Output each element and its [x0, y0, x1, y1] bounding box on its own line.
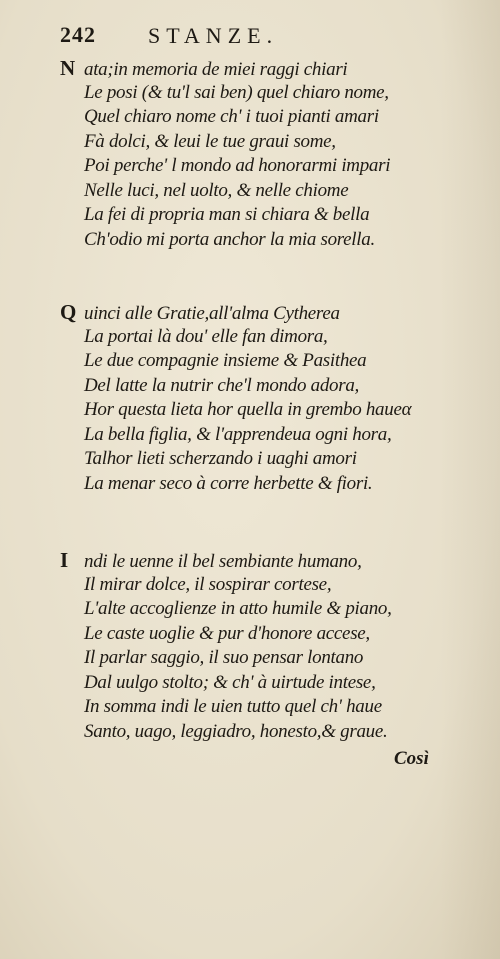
verse-line: Dal uulgo stolto; & ch' à uirtude intese,: [84, 671, 376, 693]
verse-line: Le posi (& tu'l sai ben) quel chiaro nome,: [84, 81, 389, 103]
verse-line: Le due compagnie insieme & Pasithea: [84, 350, 367, 371]
stanza: [60, 300, 480, 496]
verse-line: Talhor lieti scherzando i uaghi amori: [84, 448, 357, 469]
stanza: [60, 548, 480, 744]
verse-text: ata;in memoria de miei raggi chiari: [84, 59, 348, 80]
verse-line: Hor questa lieta hor quella in grembo haueα: [84, 399, 412, 420]
verse-line: L'alte accoglienze in atto humile & piano,: [84, 598, 392, 619]
verse-line: Fà dolci, & leui le tue graui some,: [84, 130, 336, 152]
verse-line: Nelle luci, nel uolto, & nelle chiome: [84, 179, 349, 201]
verse-line: Le caste uoglie & pur d'honore accese,: [84, 622, 370, 644]
verse-line: Quel chiaro nome ch' i tuoi pianti amari: [84, 106, 379, 127]
verse-line: Ch'odio mi porta anchor la mia sorella.: [84, 228, 375, 250]
verse-line: Poi perche' l mondo ad honorarmi impari: [84, 155, 391, 176]
running-title: STANZE.: [148, 23, 279, 48]
page-number: 242: [60, 22, 96, 47]
verse-line: Il parlar saggio, il suo pensar lontano: [84, 647, 364, 668]
verse-line: [60, 300, 480, 325]
initial-letter: I: [60, 548, 68, 572]
verse-line: La bella figlia, & l'apprendeua ogni hora,: [84, 423, 392, 445]
verse-line: Del latte la nutrir che'l mondo adora,: [84, 374, 360, 396]
verse-line: Santo, uago, leggiadro, honesto,& graue.: [84, 720, 388, 742]
verse-text: uinci alle Gratie,all'alma Cytherea: [84, 303, 340, 324]
verse-line: La menar seco à corre herbette & fiori.: [84, 472, 373, 494]
stanza: [60, 56, 480, 252]
verse-line: In somma indi le uien tutto quel ch' haue: [84, 696, 382, 717]
verse-line: [60, 548, 480, 573]
verse-line: La fei di propria man si chiara & bella: [84, 204, 370, 225]
page-header: [60, 22, 460, 52]
verse-line: [60, 56, 480, 81]
verse-text: ndi le uenne il bel sembiante humano,: [84, 551, 362, 572]
initial-letter: N: [60, 56, 75, 80]
catchword: Così: [394, 748, 429, 769]
verse-line: La portai là dou' elle fan dimora,: [84, 325, 328, 347]
verse-line: Il mirar dolce, il sospirar cortese,: [84, 573, 332, 595]
initial-letter: Q: [60, 300, 77, 324]
